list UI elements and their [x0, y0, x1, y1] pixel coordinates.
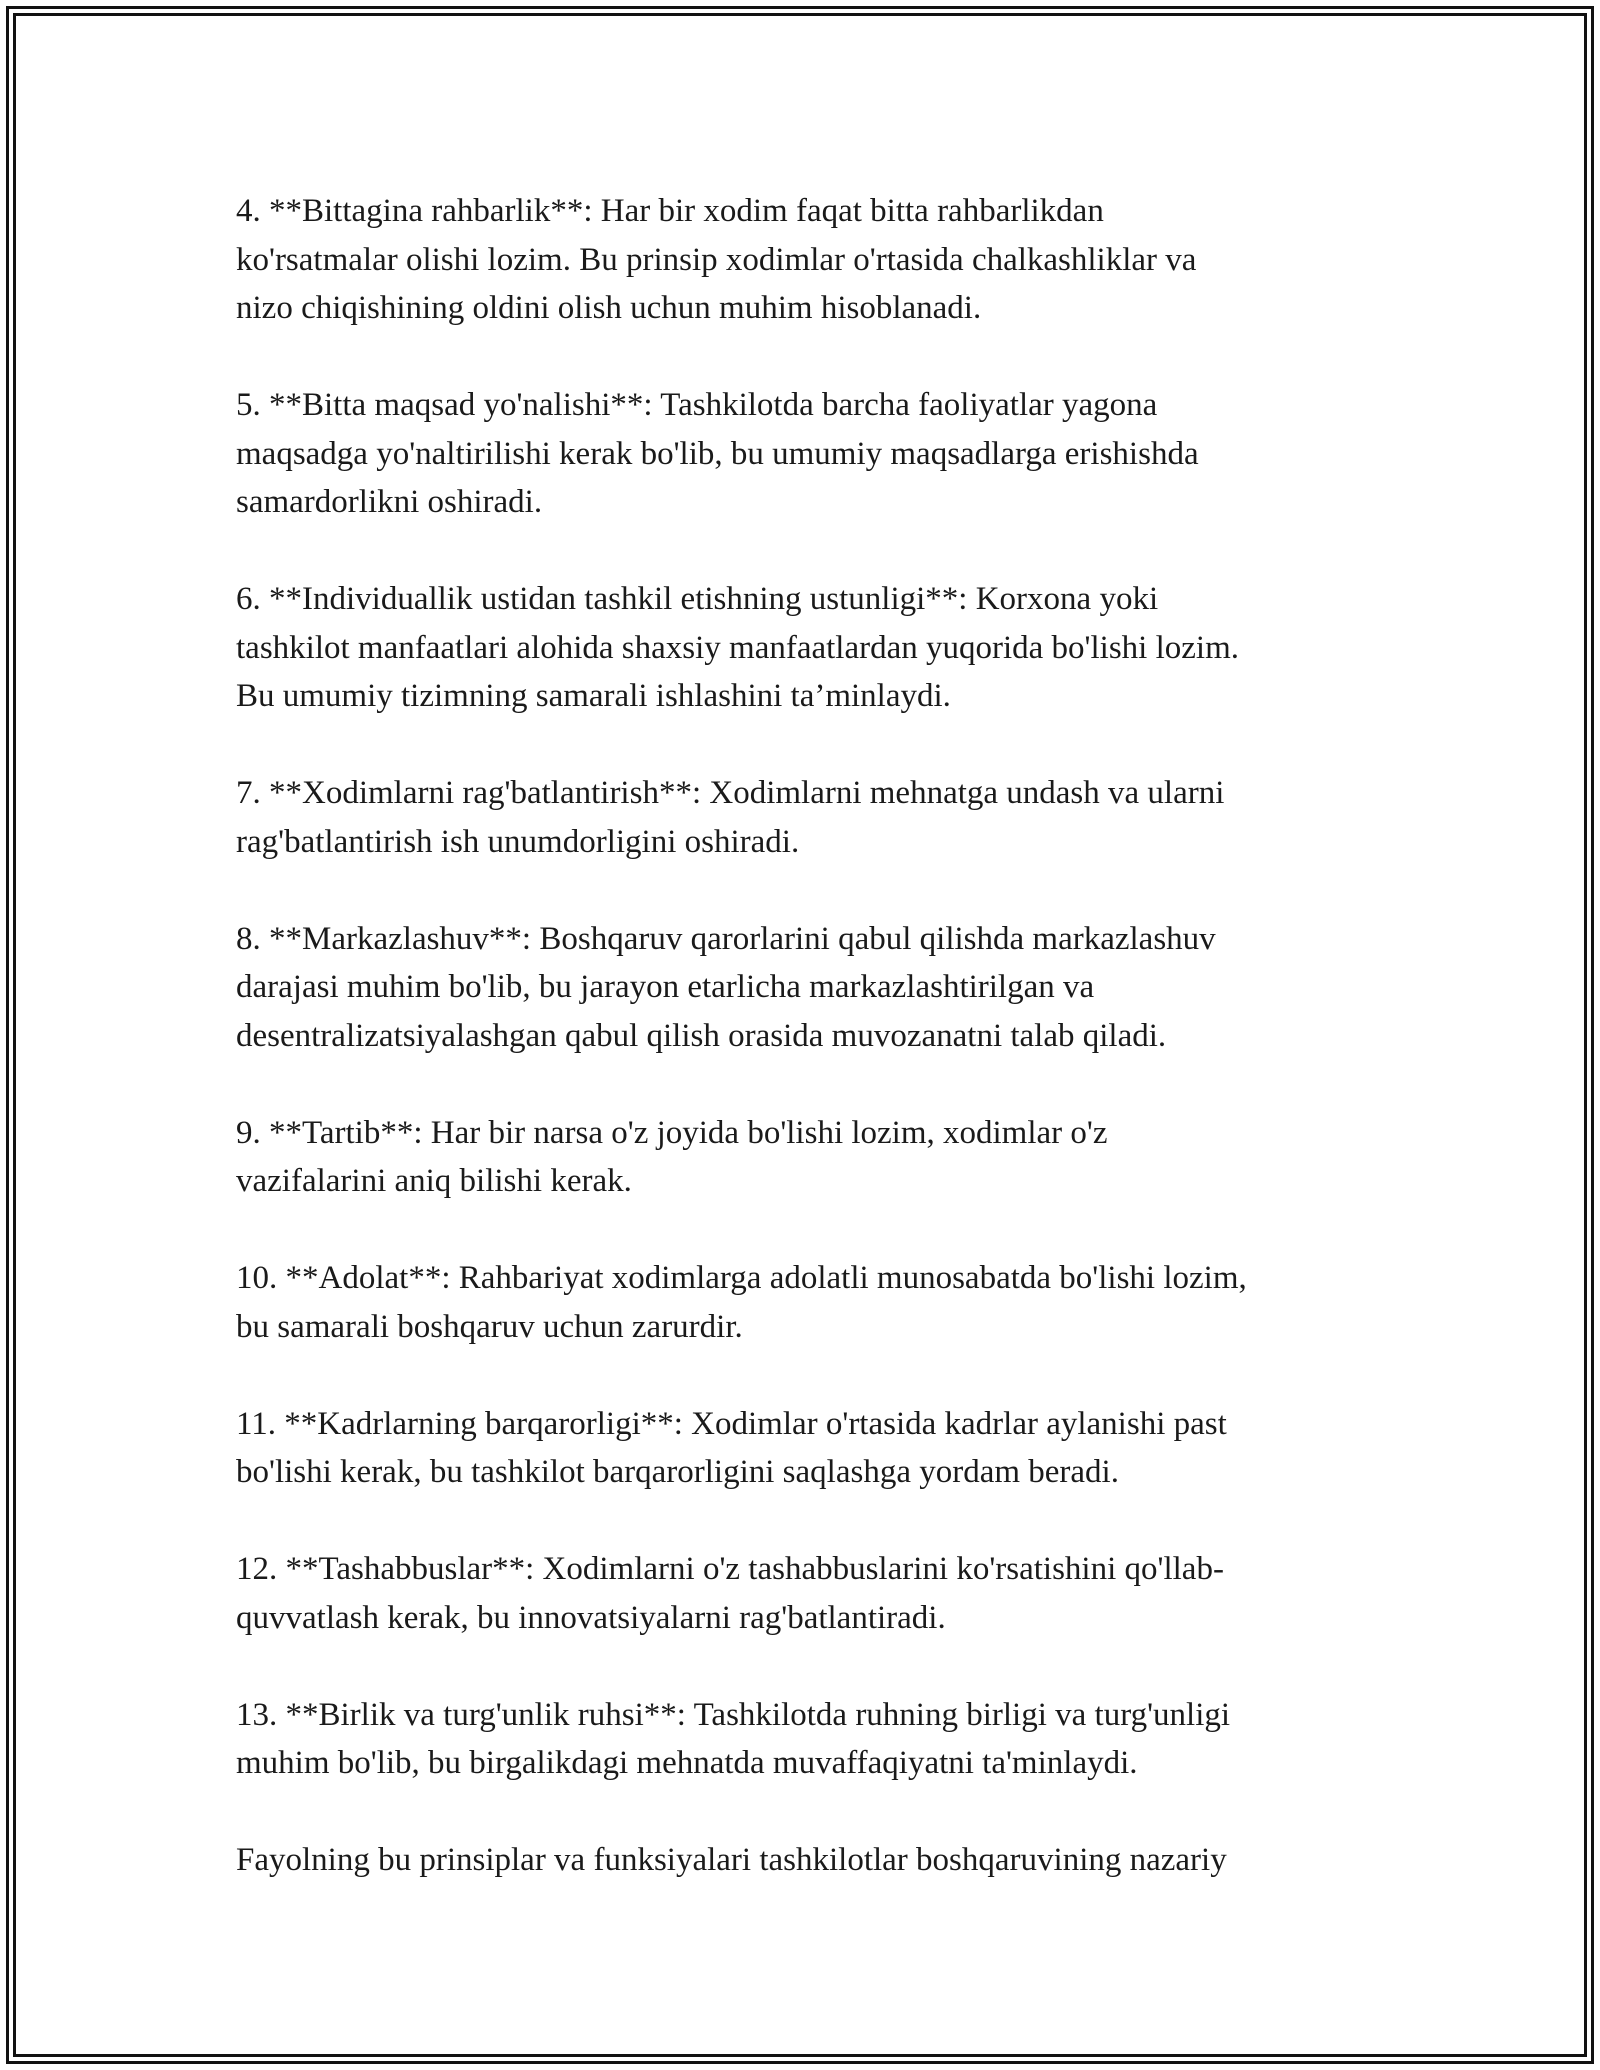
text-line: samardorlikni oshiradi.	[236, 484, 543, 520]
paragraph-principle-6	[236, 575, 1366, 721]
text-line: darajasi muhim bo'lib, bu jarayon etarlicha markazlashtirilgan va	[236, 969, 1095, 1005]
text-line: 9. **Tartib**: Har bir narsa o'z joyida bo'lishi lozim, xodimlar o'z	[236, 1114, 1108, 1151]
text-line: 12. **Tashabbuslar**: Xodimlarni o'z tashabbuslarini ko'rsatishini qo'llab-	[236, 1551, 1224, 1587]
paragraph-conclusion	[236, 1836, 1366, 1885]
text-line: 8. **Markazlashuv**: Boshqaruv qarorlarini qabul qilishda markazlashuv	[236, 920, 1216, 957]
text-line: quvvatlash kerak, bu innovatsiyalarni rag'batlantiradi.	[236, 1599, 946, 1636]
text-line: nizo chiqishining oldini olish uchun muhim hisoblanadi.	[236, 290, 982, 326]
paragraph-principle-10	[236, 1254, 1366, 1351]
text-line: 11. **Kadrlarning barqarorligi**: Xodimlar o'rtasida kadrlar aylanishi past	[236, 1405, 1227, 1442]
text-line: desentralizatsiyalashgan qabul qilish orasida muvozanatni talab qiladi.	[236, 1017, 1167, 1054]
text-line: 4. **Bittagina rahbarlik**: Har bir xodim faqat bitta rahbarlikdan	[236, 193, 1104, 229]
text-line: 5. **Bitta maqsad yo'nalishi**: Tashkilotda barcha faoliyatlar yagona	[236, 387, 1158, 423]
text-line: muhim bo'lib, bu birgalikdagi mehnatda muvaffaqiyatni ta'minlaydi.	[236, 1745, 1138, 1781]
text-line: tashkilot manfaatlari alohida shaxsiy manfaatlardan yuqorida bo'lishi lozim.	[236, 629, 1240, 666]
text-line: 6. **Individuallik ustidan tashkil etishning ustunligi**: Korxona yoki	[236, 581, 1159, 617]
text-line: 7. **Xodimlarni rag'batlantirish**: Xodimlarni mehnatga undash va ularni	[236, 775, 1225, 811]
text-line: 10. **Adolat**: Rahbariyat xodimlarga adolatli munosabatda bo'lishi lozim,	[236, 1260, 1247, 1296]
text-line: maqsadga yo'naltirilishi kerak bo'lib, bu umumiy maqsadlarga erishishda	[236, 435, 1199, 472]
paragraph-principle-9	[236, 1109, 1366, 1206]
text-line: 13. **Birlik va turg'unlik ruhsi**: Tashkilotda ruhning birligi va turg'unligi	[236, 1696, 1231, 1733]
text-line: rag'batlantirish ish unumdorligini oshiradi.	[236, 823, 800, 860]
paragraph-principle-12	[236, 1545, 1366, 1642]
text-line: bu samarali boshqaruv uchun zarurdir.	[236, 1308, 743, 1345]
paragraph-principle-7	[236, 769, 1366, 866]
paragraph-principle-4	[236, 187, 1366, 333]
text-line: Fayolning bu prinsiplar va funksiyalari tashkilotlar boshqaruvining nazariy	[236, 1842, 1227, 1878]
paragraph-principle-5	[236, 381, 1366, 527]
text-line: ko'rsatmalar olishi lozim. Bu prinsip xodimlar o'rtasida chalkashliklar va	[236, 241, 1197, 278]
paragraph-principle-8	[236, 915, 1366, 1061]
text-line: vazifalarini aniq bilishi kerak.	[236, 1163, 632, 1199]
document-body	[236, 187, 1366, 1933]
text-line: Bu umumiy tizimning samarali ishlashini ta’minlaydi.	[236, 678, 951, 714]
text-line: bo'lishi kerak, bu tashkilot barqarorligini saqlashga yordam beradi.	[236, 1454, 1119, 1490]
paragraph-principle-13	[236, 1691, 1366, 1788]
paragraph-principle-11	[236, 1400, 1366, 1497]
